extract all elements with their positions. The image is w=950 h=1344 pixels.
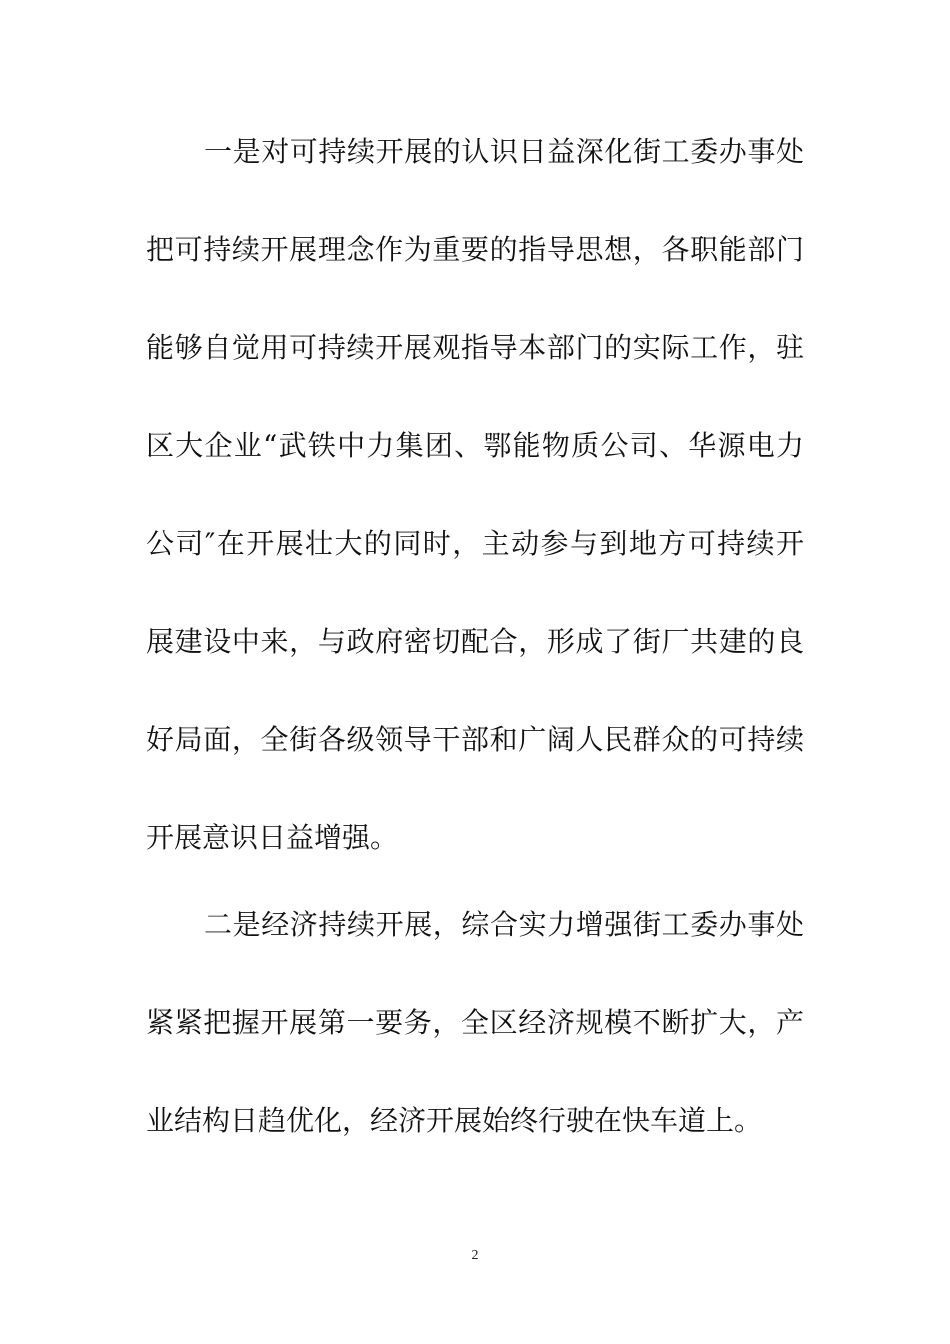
page-number: 2 [471, 1248, 479, 1263]
paragraph-1-line-1: 一是对可持续开展的认识日益深化街工委办事处 [204, 135, 804, 168]
paragraph-1-line-5: 公司″在开展壮大的同时，主动参与到地方可持续开 [146, 527, 804, 560]
paragraph-1-line-4: 区大企业“武铁中力集团、鄂能物质公司、华源电力 [146, 429, 804, 462]
paragraph-1-line-7: 好局面，全街各级领导干部和广阔人民群众的可持续 [146, 723, 804, 756]
paragraph-1-line-6: 展建设中来，与政府密切配合，形成了街厂共建的良 [146, 625, 804, 658]
paragraph-1-line-2: 把可持续开展理念作为重要的指导思想，各职能部门 [146, 233, 804, 266]
paragraph-2-line-3: 业结构日趋优化，经济开展始终行驶在快车道上。 [146, 1104, 763, 1137]
paragraph-2-line-2: 紧紧把握开展第一要务，全区经济规模不断扩大，产 [146, 1006, 804, 1039]
paragraph-1-line-8: 开展意识日益增强。 [146, 821, 399, 854]
paragraph-2-line-1: 二是经济持续开展，综合实力增强街工委办事处 [204, 908, 804, 941]
paragraph-1-line-3: 能够自觉用可持续开展观指导本部门的实际工作，驻 [146, 331, 804, 364]
